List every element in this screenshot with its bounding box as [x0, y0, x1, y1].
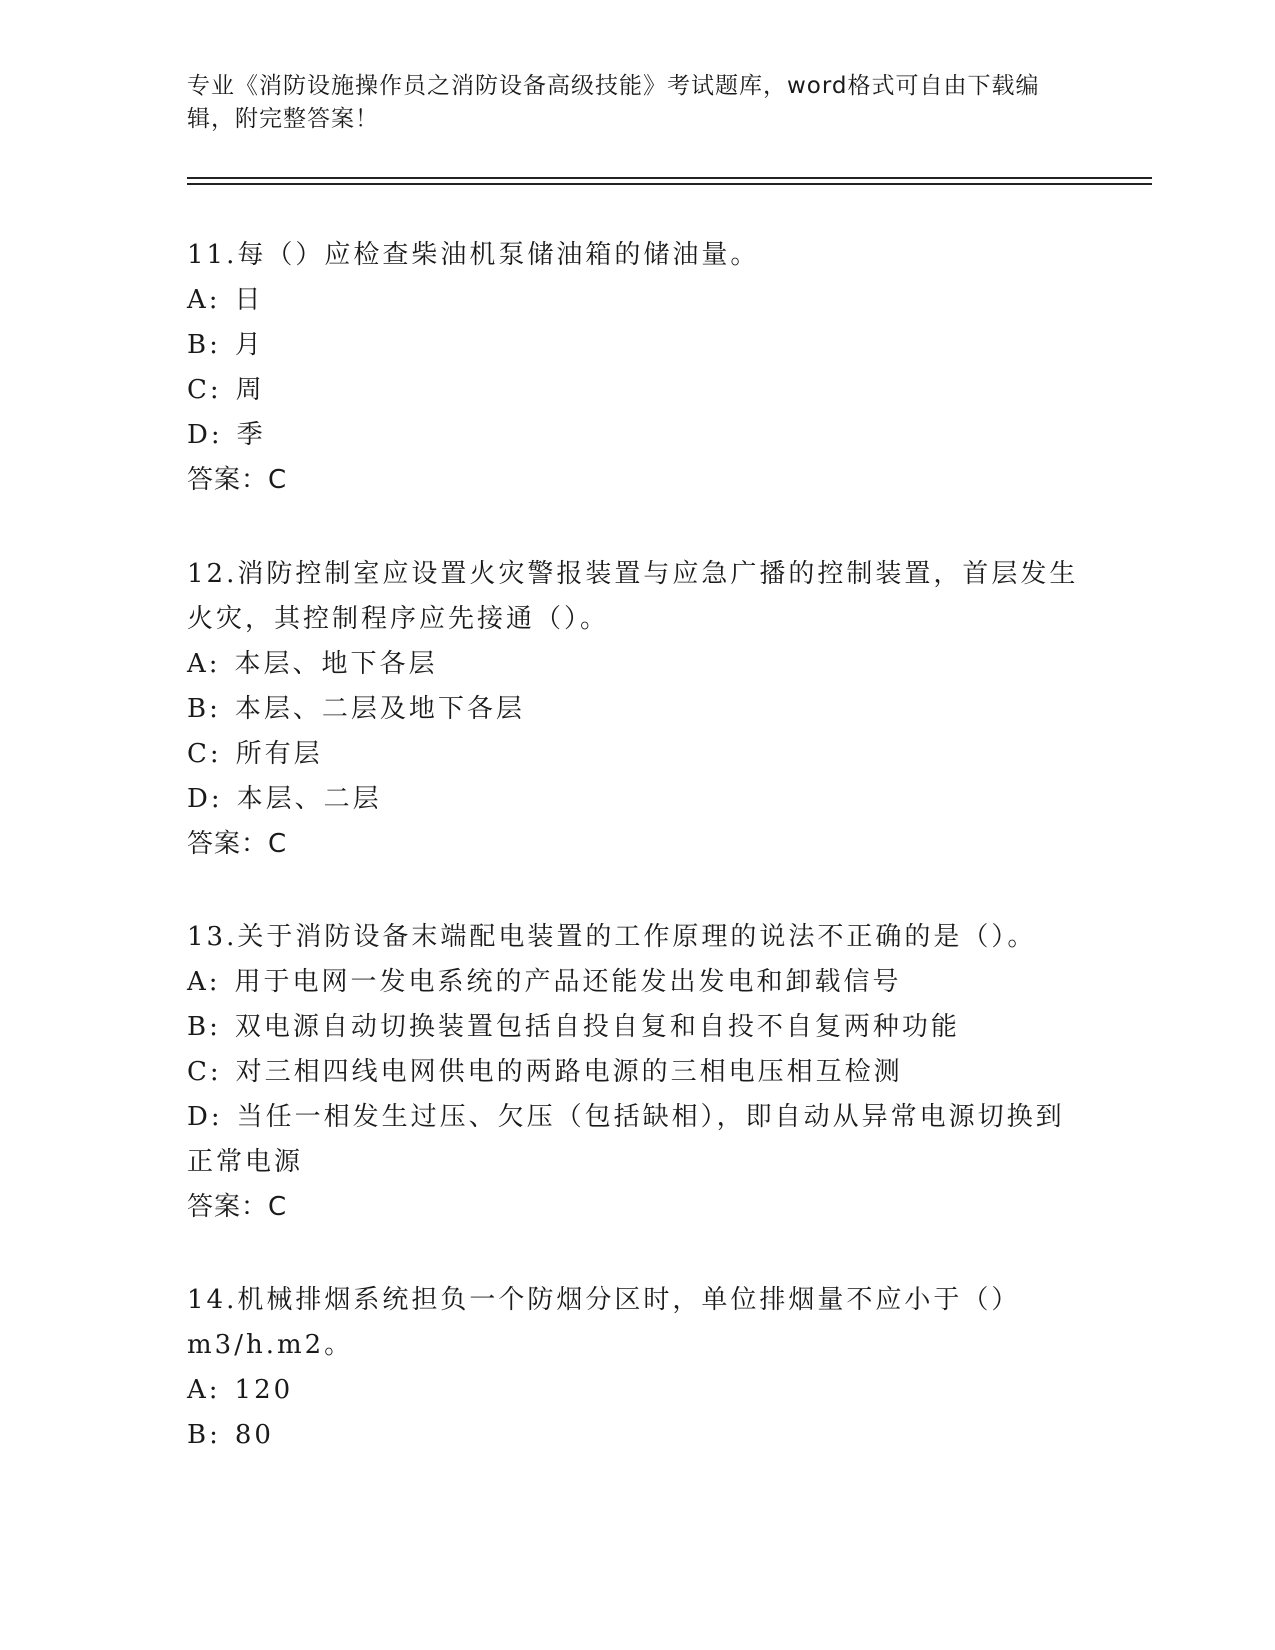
header-divider-bottom	[187, 183, 1152, 185]
header-divider-top	[187, 177, 1152, 179]
option-a: A: 日	[187, 285, 264, 315]
option-b: B: 80	[187, 1420, 274, 1450]
option-b: B: 月	[187, 330, 264, 360]
question-stem: 14.机械排烟系统担负一个防烟分区时，单位排烟量不应小于（）m3/h.m2。	[187, 1285, 1021, 1360]
option-a: A: 本层、地下各层	[187, 649, 438, 679]
question-12	[187, 552, 1087, 867]
option-a: A: 120	[187, 1375, 294, 1405]
option-c: C: 所有层	[187, 739, 323, 769]
question-stem: 13.关于消防设备末端配电装置的工作原理的说法不正确的是（）。	[187, 922, 1037, 952]
option-b: B: 本层、二层及地下各层	[187, 694, 525, 724]
option-c: C: 周	[187, 375, 265, 405]
answer: 答案：C	[187, 1192, 288, 1222]
document-header: 专业《消防设施操作员之消防设备高级技能》考试题库，word格式可自由下载编辑，附完整答案！	[187, 73, 1040, 132]
option-d: D: 季	[187, 420, 266, 450]
option-a: A: 用于电网一发电系统的产品还能发出发电和卸载信号	[187, 967, 902, 997]
option-d: D: 本层、二层	[187, 784, 382, 814]
question-stem: 11.每（）应检查柴油机泵储油箱的储油量。	[187, 240, 760, 270]
question-14	[187, 1278, 1087, 1458]
question-11	[187, 233, 1087, 503]
question-13	[187, 915, 1087, 1230]
answer: 答案：C	[187, 829, 288, 859]
question-stem: 12.消防控制室应设置火灾警报装置与应急广播的控制装置，首层发生火灾，其控制程序应先接通（）。	[187, 559, 1079, 634]
option-d: D: 当任一相发生过压、欠压（包括缺相），即自动从异常电源切换到正常电源	[187, 1102, 1065, 1177]
answer: 答案：C	[187, 465, 288, 495]
option-c: C: 对三相四线电网供电的两路电源的三相电压相互检测	[187, 1057, 903, 1087]
option-b: B: 双电源自动切换装置包括自投自复和自投不自复两种功能	[187, 1012, 960, 1042]
